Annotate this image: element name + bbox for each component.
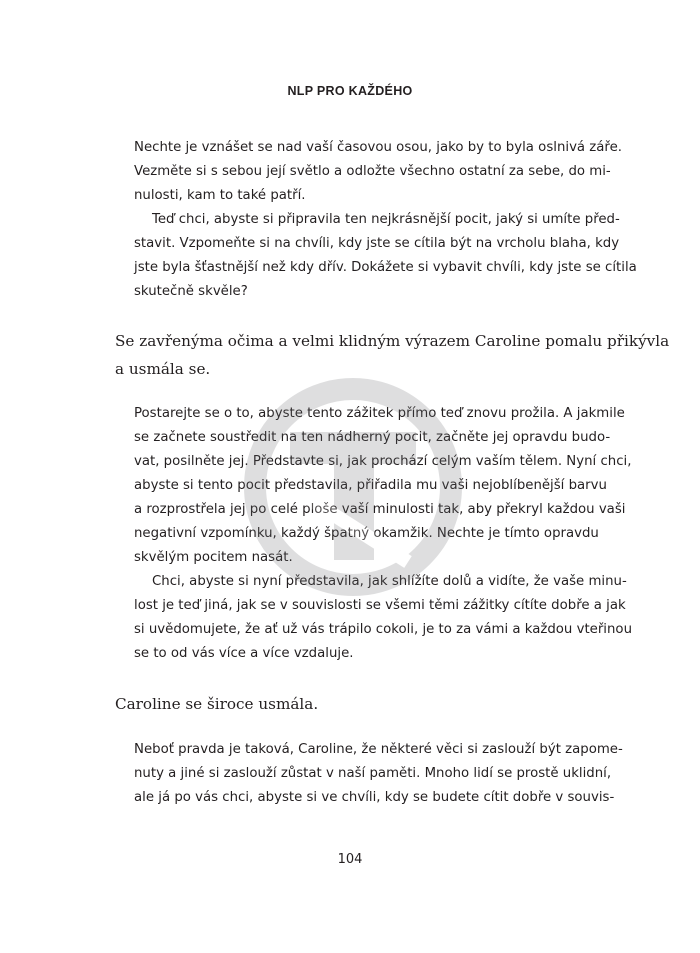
paragraph-2	[134, 208, 637, 304]
text-line: si uvědomujete, že ať už vás trápilo cokoli, je to za vámi a každou vteřinou	[134, 622, 632, 637]
text-line: ale já po vás chci, abyste si ve chvíli, kdy se budete cítit dobře v souvis-	[134, 790, 615, 805]
narration-line: a usmála se.	[115, 360, 211, 378]
narration-line: Se zavřenýma očima a velmi klidným výrazem Caroline pomalu přikývla	[115, 332, 670, 350]
text-line: skutečně skvěle?	[134, 284, 248, 299]
paragraph-4	[134, 570, 632, 666]
text-line: Chci, abyste si nyní představila, jak shlížíte dolů a vidíte, že vaše minu-	[152, 574, 627, 589]
paragraph-3	[134, 402, 632, 570]
text-line: nulosti, kam to také patří.	[134, 188, 306, 203]
text-line: vat, posilněte jej. Představte si, jak prochází celým vaším tělem. Nyní chci,	[134, 454, 632, 469]
text-line: skvělým pocitem nasát.	[134, 550, 293, 565]
text-line: nuty a jiné si zaslouží zůstat v naší paměti. Mnoho lidí se prostě uklidní,	[134, 766, 612, 781]
text-line: Postarejte se o to, abyste tento zážitek přímo teď znovu prožila. A jakmile	[134, 406, 625, 421]
text-line: Teď chci, abyste si připravila ten nejkrásnější pocit, jaký si umíte před-	[152, 212, 620, 227]
text-line: a rozprostřela jej po celé ploše vaší minulosti tak, aby překryl každou vaši	[134, 502, 626, 517]
page-number: 104	[337, 852, 363, 867]
narration-1	[115, 327, 670, 383]
text-line: jste byla šťastnější než kdy dřív. Dokážete si vybavit chvíli, kdy jste se cítila	[134, 260, 637, 275]
text-line: abyste si tento pocit představila, přiřadila mu vaši nejoblíbenější barvu	[134, 478, 607, 493]
text-line: stavit. Vzpomeňte si na chvíli, kdy jste se cítila být na vrcholu blaha, kdy	[134, 236, 620, 251]
text-line: se to od vás více a více vzdaluje.	[134, 646, 354, 661]
narration-line: Caroline se široce usmála.	[115, 695, 319, 713]
narration-2	[115, 690, 585, 718]
text-line: Nechte je vznášet se nad vaší časovou osou, jako by to byla oslnivá záře.	[134, 140, 623, 155]
paragraph-5	[134, 738, 623, 810]
text-line: Vezměte si s sebou její světlo a odložte všechno ostatní za sebe, do mi-	[134, 164, 611, 179]
text-line: negativní vzpomínku, každý špatný okamžik. Nechte je tímto opravdu	[134, 526, 599, 541]
text-line: lost je teď jiná, jak se v souvislosti se všemi těmi zážitky cítíte dobře a jak	[134, 598, 626, 613]
paragraph-1	[134, 136, 623, 208]
running-header: NLP PRO KAŽDÉHO	[287, 84, 413, 98]
text-line: se začnete soustředit na ten nádherný pocit, začněte jej opravdu budo-	[134, 430, 611, 445]
text-line: Neboť pravda je taková, Caroline, že některé věci si zaslouží být zapome-	[134, 742, 623, 757]
